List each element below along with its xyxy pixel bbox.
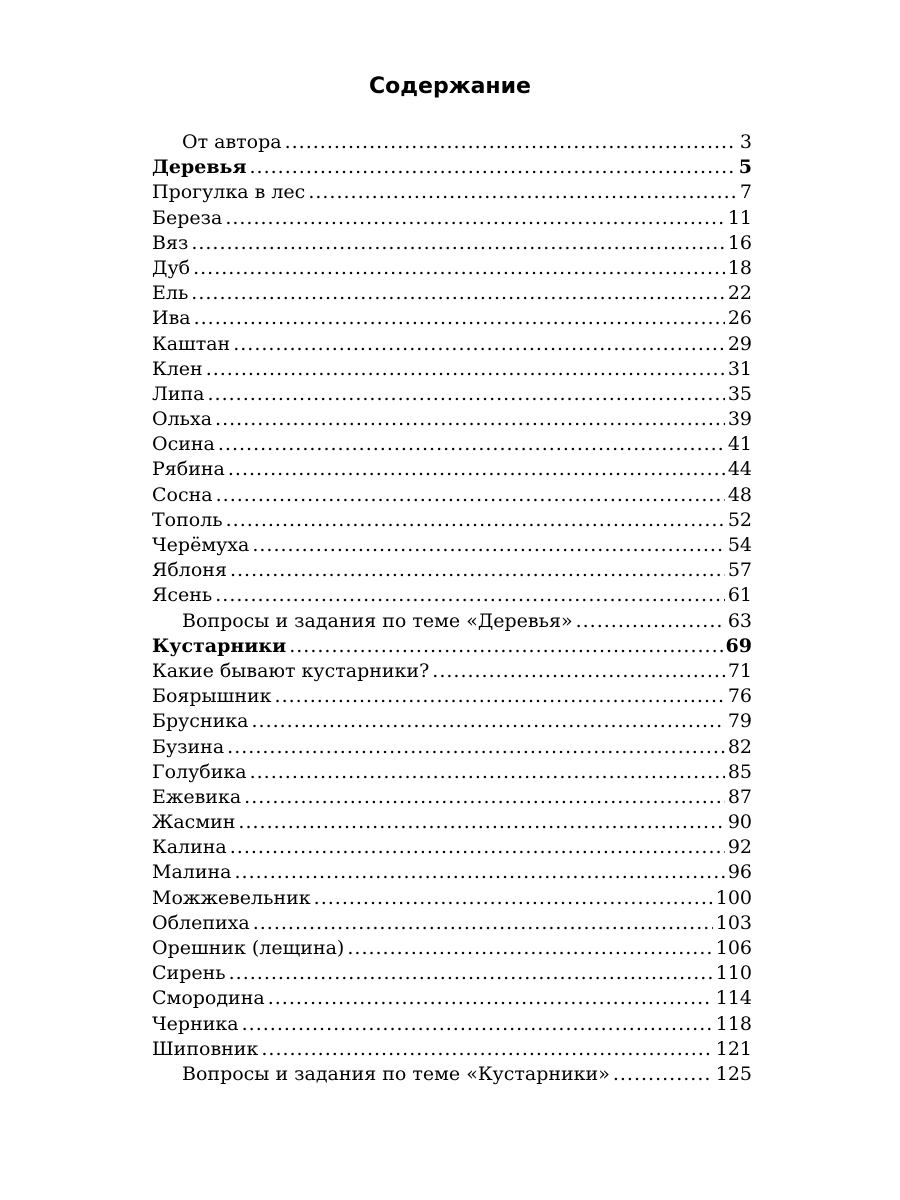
toc-entry[interactable] — [152, 432, 752, 457]
dot-leader — [215, 407, 725, 432]
toc-entry[interactable] — [152, 407, 752, 432]
toc-section-heading[interactable] — [152, 634, 752, 659]
toc-entry-label: Прогулка в лес — [152, 181, 306, 204]
toc-entry-page-number: 57 — [727, 559, 752, 582]
toc-entry[interactable] — [152, 785, 752, 810]
toc-entry[interactable] — [152, 609, 752, 634]
toc-entry-label: Сирень — [152, 962, 226, 985]
dot-leader — [242, 1012, 713, 1037]
dot-leader — [268, 986, 713, 1011]
dot-leader — [230, 558, 725, 583]
dot-leader — [251, 709, 724, 734]
dot-leader — [230, 835, 725, 860]
toc-entry-page-number: 92 — [727, 836, 752, 859]
toc-entry-label: Кустарники — [152, 634, 287, 657]
toc-entry-page-number: 61 — [727, 584, 752, 607]
dot-leader — [252, 533, 724, 558]
toc-entry-page-number: 39 — [727, 408, 752, 431]
toc-entry[interactable] — [152, 508, 752, 533]
dot-leader — [285, 130, 737, 155]
table-of-contents — [152, 130, 752, 1087]
toc-entry-label: Орешник (лещина) — [152, 937, 345, 959]
toc-entry[interactable] — [152, 835, 752, 860]
dot-leader — [193, 256, 725, 281]
dot-leader — [233, 332, 725, 357]
toc-entry-page-number: 54 — [727, 534, 752, 556]
toc-entry-page-number: 125 — [715, 1062, 752, 1085]
toc-entry-page-number: 48 — [727, 483, 752, 506]
dot-leader — [253, 911, 713, 936]
dot-leader — [235, 860, 725, 885]
toc-entry[interactable] — [152, 558, 752, 583]
toc-entry-page-number: 41 — [727, 433, 752, 456]
dot-leader — [289, 634, 722, 659]
toc-entry-page-number: 52 — [727, 508, 752, 531]
dot-leader — [206, 357, 725, 382]
toc-entry-label: Вопросы и задания по теме «Деревья» — [182, 609, 573, 632]
toc-entry-page-number: 106 — [715, 937, 752, 959]
toc-entry[interactable] — [152, 986, 752, 1011]
toc-entry-label: Брусника — [152, 710, 249, 733]
toc-entry-page-number: 90 — [727, 811, 752, 834]
toc-entry-label: Осина — [152, 433, 215, 456]
toc-entry-page-number: 71 — [727, 659, 752, 682]
toc-entry-page-number: 5 — [738, 156, 752, 179]
dot-leader — [194, 306, 725, 331]
toc-entry-page-number: 121 — [715, 1037, 752, 1060]
toc-entry-page-number: 3 — [739, 131, 752, 153]
toc-entry-label: Ясень — [152, 584, 213, 607]
toc-entry-page-number: 87 — [727, 785, 752, 808]
page-title: Содержание — [369, 74, 531, 99]
dot-leader — [218, 432, 725, 457]
toc-entry-label: Вопросы и задания по теме «Кустарники» — [182, 1062, 610, 1085]
toc-entry[interactable] — [152, 684, 752, 709]
toc-entry-label: Жасмин — [152, 811, 236, 834]
toc-entry-label: Дуб — [152, 256, 191, 279]
toc-entry[interactable] — [152, 886, 752, 911]
toc-section-heading[interactable] — [152, 155, 752, 180]
toc-entry-label: Какие бывают кустарники? — [152, 659, 430, 682]
toc-entry[interactable] — [152, 709, 752, 734]
toc-entry[interactable] — [152, 735, 752, 760]
toc-entry-page-number: 29 — [727, 332, 752, 355]
toc-entry-label: Клен — [152, 357, 203, 380]
toc-entry-label: Каштан — [152, 332, 231, 355]
dot-leader — [314, 886, 713, 911]
toc-entry-page-number: 7 — [739, 181, 752, 204]
dot-leader — [432, 659, 725, 684]
dot-leader — [216, 483, 725, 508]
dot-leader — [238, 810, 724, 835]
toc-entry-label: Смородина — [152, 987, 265, 1010]
toc-entry-label: Малина — [152, 861, 232, 884]
toc-entry-label: Липа — [152, 382, 205, 405]
dot-leader — [229, 961, 713, 986]
toc-entry-page-number: 16 — [727, 231, 752, 254]
toc-entry-label: Бузина — [152, 735, 225, 758]
toc-entry-page-number: 11 — [727, 206, 752, 229]
dot-leader — [225, 206, 725, 231]
dot-leader — [347, 936, 712, 961]
dot-leader — [244, 785, 725, 810]
toc-entry-page-number: 35 — [727, 382, 752, 405]
toc-entry-label: Ива — [152, 307, 191, 330]
toc-entry-page-number: 69 — [725, 634, 752, 657]
toc-entry[interactable] — [152, 860, 752, 885]
dot-leader — [261, 1037, 712, 1062]
toc-entry-label: Вяз — [152, 231, 189, 254]
toc-entry-label: Яблоня — [152, 559, 227, 582]
toc-entry[interactable] — [152, 936, 752, 961]
toc-entry-label: Береза — [152, 206, 223, 229]
toc-entry[interactable] — [152, 760, 752, 785]
toc-entry-page-number: 100 — [715, 886, 752, 909]
toc-entry-page-number: 26 — [727, 307, 752, 330]
toc-entry-label: От автора — [182, 131, 282, 153]
toc-entry-page-number: 114 — [715, 987, 752, 1010]
toc-entry-page-number: 82 — [727, 735, 752, 758]
toc-entry[interactable] — [152, 382, 752, 407]
toc-entry[interactable] — [152, 180, 752, 205]
dot-leader — [191, 281, 725, 306]
toc-entry[interactable] — [152, 659, 752, 684]
toc-entry[interactable] — [152, 457, 752, 482]
toc-entry-page-number: 76 — [727, 685, 752, 708]
toc-entry-label: Ель — [152, 282, 189, 305]
toc-entry[interactable] — [152, 281, 752, 306]
toc-entry[interactable] — [152, 961, 752, 986]
dot-leader — [191, 231, 725, 256]
toc-entry-page-number: 18 — [727, 256, 752, 279]
toc-entry-page-number: 44 — [727, 458, 752, 481]
toc-entry[interactable] — [152, 1012, 752, 1037]
toc-entry[interactable] — [152, 332, 752, 357]
toc-entry[interactable] — [152, 533, 752, 558]
toc-entry-page-number: 63 — [727, 609, 752, 632]
toc-entry-label: Черёмуха — [152, 534, 250, 556]
toc-entry-label: Деревья — [152, 156, 247, 179]
toc-entry[interactable] — [152, 1037, 752, 1062]
toc-entry-label: Облепиха — [152, 911, 250, 934]
toc-entry-page-number: 110 — [715, 962, 752, 985]
toc-entry-label: Можжевельник — [152, 886, 311, 909]
toc-entry[interactable] — [152, 911, 752, 936]
dot-leader — [228, 457, 725, 482]
toc-entry-page-number: 31 — [727, 357, 752, 380]
toc-entry-page-number: 85 — [727, 760, 752, 783]
toc-entry-label: Боярышник — [152, 685, 272, 708]
toc-entry[interactable] — [152, 231, 752, 256]
toc-entry-page-number: 22 — [727, 282, 752, 305]
toc-entry[interactable] — [152, 483, 752, 508]
toc-entry[interactable] — [152, 306, 752, 331]
dot-leader — [250, 760, 725, 785]
toc-entry-label: Черника — [152, 1012, 239, 1035]
toc-entry[interactable] — [152, 1062, 752, 1087]
dot-leader — [250, 155, 736, 180]
toc-entry-label: Рябина — [152, 458, 225, 481]
toc-entry-page-number: 118 — [715, 1012, 752, 1035]
toc-entry-label: Ежевика — [152, 785, 242, 808]
toc-entry-label: Ольха — [152, 408, 213, 431]
toc-entry-label: Калина — [152, 836, 227, 859]
dot-leader — [227, 735, 725, 760]
toc-entry[interactable] — [152, 256, 752, 281]
toc-entry-label: Сосна — [152, 483, 213, 506]
dot-leader — [275, 684, 725, 709]
dot-leader — [308, 180, 737, 205]
toc-entry[interactable] — [152, 357, 752, 382]
dot-leader — [613, 1062, 713, 1087]
toc-entry[interactable] — [152, 130, 752, 155]
toc-entry-page-number: 79 — [727, 710, 752, 733]
toc-entry-label: Голубика — [152, 760, 247, 783]
dot-leader — [226, 508, 725, 533]
dot-leader — [215, 583, 725, 608]
dot-leader — [208, 382, 725, 407]
toc-entry[interactable] — [152, 810, 752, 835]
toc-entry-label: Тополь — [152, 508, 223, 531]
toc-entry[interactable] — [152, 583, 752, 608]
toc-entry-label: Шиповник — [152, 1037, 259, 1060]
toc-entry[interactable] — [152, 206, 752, 231]
toc-entry-page-number: 103 — [715, 911, 752, 934]
toc-entry-page-number: 96 — [727, 861, 752, 884]
dot-leader — [576, 609, 725, 634]
